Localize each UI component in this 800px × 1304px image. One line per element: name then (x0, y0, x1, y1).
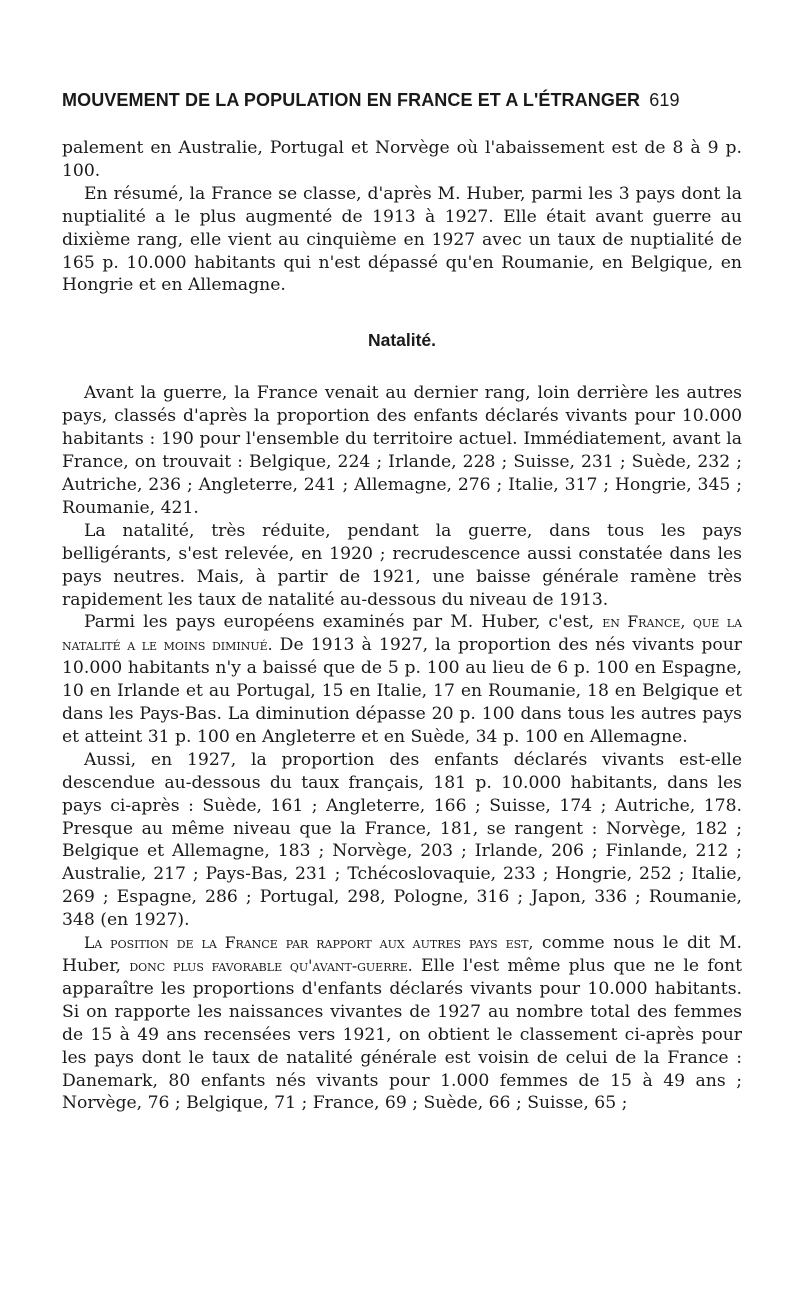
paragraph-prewar-ranking: Avant la guerre, la France venait au dernier rang, loin derrière les autres pays, classés d'après la proportion des enfants déclarés vivants pour 10.000 habitants : 190 pour l'ensemble du territoire actuel. Immédiatement, avant la France, on trouvait : Belgique, 224 ; Irlande, 228 ; Suisse, 231 ; Suède, 232 ; Autriche, 236 ; Angleterre, 241 ; Allemagne, 276 ; Italie, 317 ; Hongrie, 345 ; Roumanie, 421. (62, 383, 742, 518)
page-number: 619 (649, 90, 680, 110)
text-run: De 1913 à 1927, la proportion des nés vivants pour 10.000 habitants n'y a baissé que de 5 p. 100 au lieu de 6 p. 100 en Espagne, 10 en Irlande et au Portugal, 15 en Italie, 17 en Roumanie, 18 en Belgique et dans les Pays-Bas. La diminution dépasse 20 p. 100 dans tous les autres pays et atteint 31 p. 100 en Angleterre et en Suède, 34 p. 100 en Allemagne. (62, 635, 742, 747)
small-caps-emphasis: donc plus favorable qu'avant-guerre. (129, 957, 413, 975)
small-caps-emphasis: La position de la France par rapport aux autres pays est, (84, 934, 534, 953)
paragraph-summary: En résumé, la France se classe, d'après M. Huber, parmi les 3 pays dont la nuptialité a le plus augmenté de 1913 à 1927. Elle était avant guerre au dixième rang, elle vient au cinquième en 1927 avec un taux de nuptialité de 165 p. 10.000 habitants qui n'est dépassé qu'en Roumanie, en Belgique, en Hongrie et en Allemagne. (62, 183, 742, 296)
text-run: Elle l'est même plus que ne le font apparaître les proportions d'enfants déclarés vivants pour 10.000 habitants. Si on rapporte les naissances vivantes de 1927 au nombre total des femmes de 15 à 49 ans recensées vers 1921, on obtient le classement ci-après pour les pays dont le taux de natalité générale est voisin de celui de la France : Danemark, 80 enfants nés vivants pour 1.000 femmes de 15 à 49 ans ; Norvège, 76 ; Belgique, 71 ; France, 69 ; Suède, 66 ; Suisse, 65 ; (62, 956, 743, 1114)
paragraph-1927-ranking: Aussi, en 1927, la proportion des enfants déclarés vivants est-elle descendue au-dessous du taux français, 181 p. 10.000 habitants, dans les pays ci-après : Suède, 161 ; Angleterre, 166 ; Suisse, 174 ; Autriche, 178. Presque au même niveau que la France, 181, se rangent : Norvège, 182 ; Belgique et Allemagne, 183 ; Norvège, 203 ; Irlande, 206 ; Finlande, 212 ; Australie, 217 ; Pays-Bas, 231 ; Tchécoslovaquie, 233 ; Hongrie, 252 ; Italie, 269 ; Espagne, 286 ; Portugal, 298, Pologne, 316 ; Japon, 336 ; Roumanie, 348 (en 1927). (62, 749, 742, 931)
running-title: MOUVEMENT DE LA POPULATION EN FRANCE ET A L'ÉTRANGER (62, 90, 641, 110)
text-run: Parmi les pays européens examinés par M. Huber, c'est, (84, 612, 595, 633)
paragraph-war-natality: La natalité, très réduite, pendant la guerre, dans tous les pays belligérants, s'est relevée, en 1920 ; recrudescence aussi constatée dans les pays neutres. Mais, à partir de 1921, une baisse générale ramène très rapidement les taux de natalité au-dessous du niveau de 1913. (62, 520, 742, 610)
section-title: Natalité. (367, 330, 437, 351)
running-header (62, 90, 742, 111)
paragraph-continued: palement en Australie, Portugal et Norvège où l'abaissement est de 8 à 9 p. 100. (62, 138, 742, 181)
paragraph-decline (62, 611, 742, 748)
text-run: comme nous le dit M. Huber, (62, 933, 742, 976)
small-caps-emphasis: en France, que la natalité a le moins diminué. (62, 613, 743, 655)
paragraph-position-france (62, 932, 742, 1115)
